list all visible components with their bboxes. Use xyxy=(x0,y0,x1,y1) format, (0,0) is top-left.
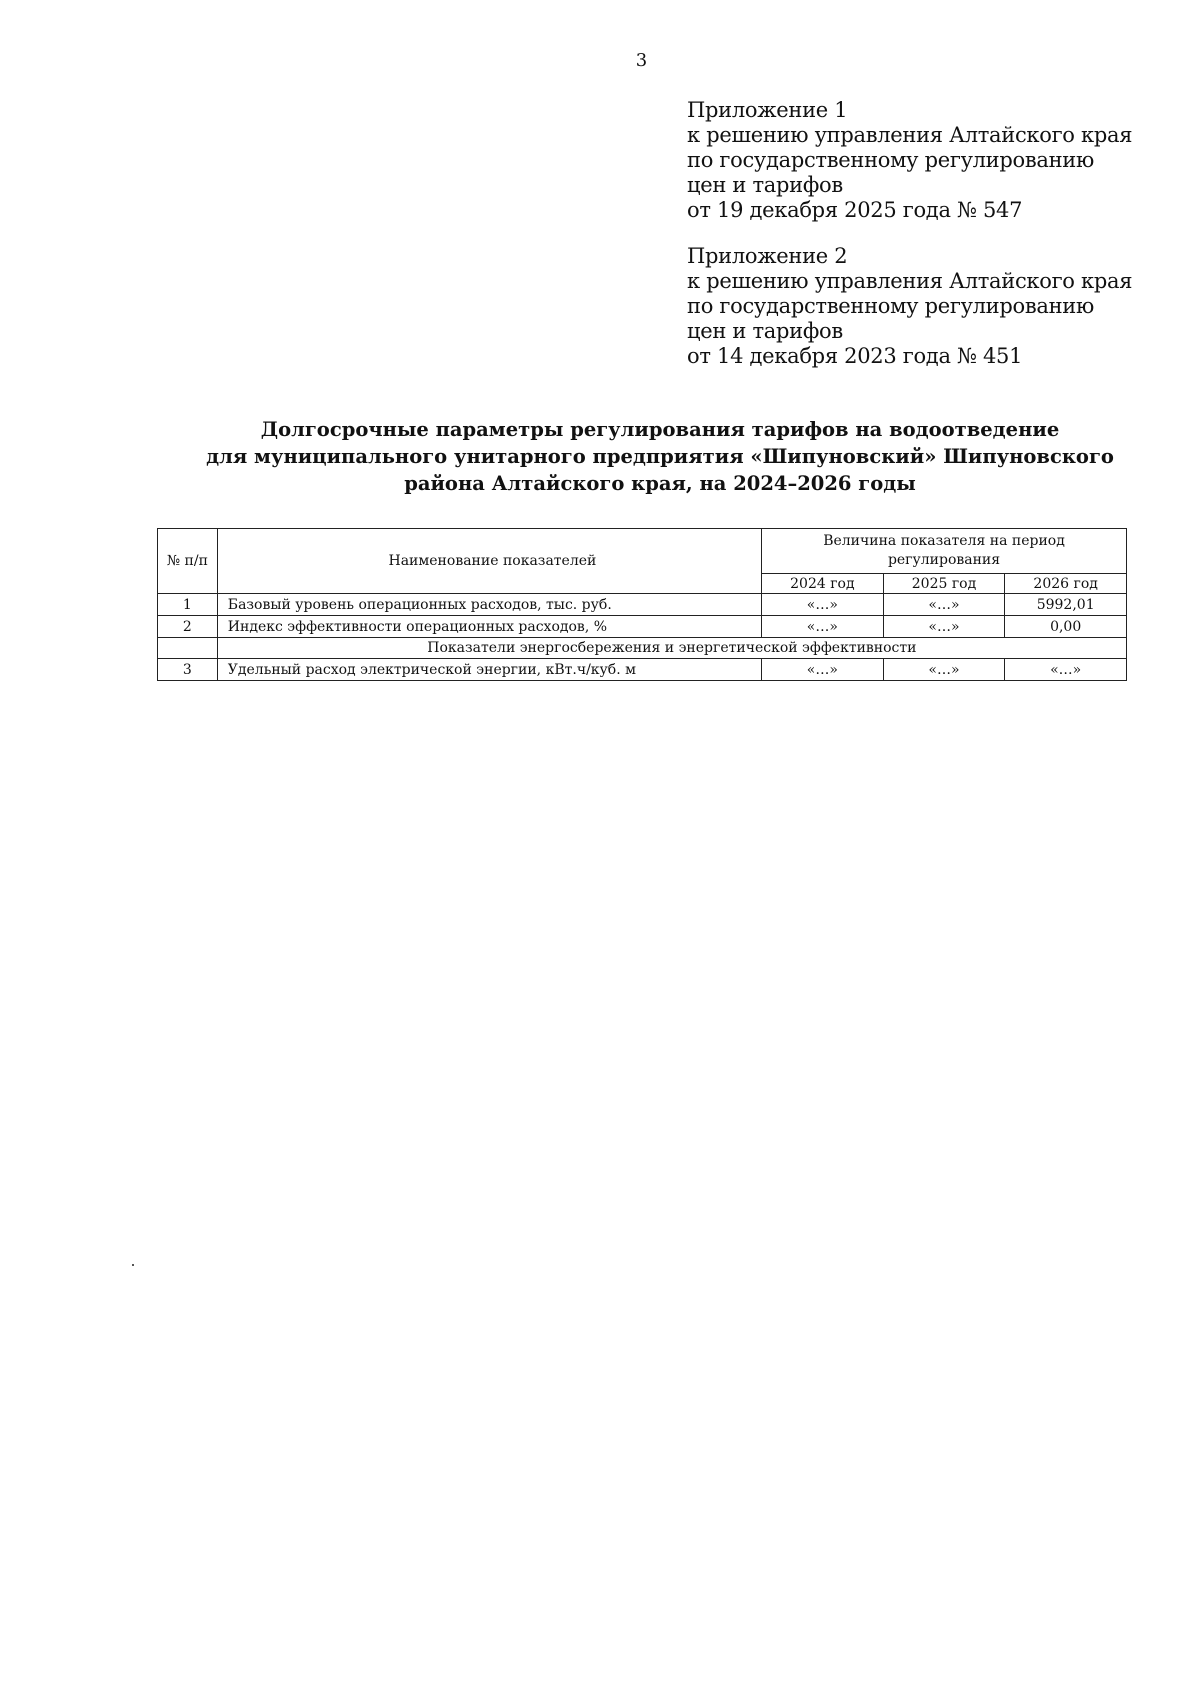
row-value: «…» xyxy=(883,594,1005,616)
appendix-2-title: Приложение 2 xyxy=(687,244,848,268)
row-name: Базовый уровень операционных расходов, тыс. руб. xyxy=(217,594,761,616)
header-year: 2024 год xyxy=(762,574,884,594)
table-row xyxy=(158,659,1127,681)
table-row xyxy=(158,594,1127,616)
row-value: «…» xyxy=(1005,659,1127,681)
appendix-2-date: от 14 декабря 2023 года № 451 xyxy=(687,344,1023,368)
appendix-1-block xyxy=(687,98,1167,223)
appendix-1-line: цен и тарифов xyxy=(687,173,843,197)
table-header-row xyxy=(158,529,1127,574)
page-number: 3 xyxy=(635,50,648,71)
document-title-line: Долгосрочные параметры регулирования тарифов на водоотведение xyxy=(260,418,1060,441)
row-num: 3 xyxy=(158,659,218,681)
header-year: 2025 год xyxy=(883,574,1005,594)
row-value: «…» xyxy=(762,594,884,616)
scan-speck xyxy=(132,1264,134,1266)
row-value: «…» xyxy=(762,616,884,638)
row-value: «…» xyxy=(883,659,1005,681)
row-name: Удельный расход электрической энергии, кВт.ч/куб. м xyxy=(217,659,761,681)
row-name: Индекс эффективности операционных расходов, % xyxy=(217,616,761,638)
group-label: Показатели энергосбережения и энергетической эффективности xyxy=(217,638,1126,659)
table-group-row xyxy=(158,638,1127,659)
table-row xyxy=(158,616,1127,638)
document-title-line: для муниципального унитарного предприятия «Шипуновский» Шипуновского xyxy=(206,445,1114,468)
appendix-1-line: по государственному регулированию xyxy=(687,148,1094,172)
document-title xyxy=(160,416,1160,497)
document-title-line: района Алтайского края, на 2024–2026 годы xyxy=(404,472,916,495)
row-num: 1 xyxy=(158,594,218,616)
row-num: 2 xyxy=(158,616,218,638)
appendix-1-date: от 19 декабря 2025 года № 547 xyxy=(687,198,1023,222)
row-value: «…» xyxy=(883,616,1005,638)
group-empty-cell xyxy=(158,638,218,659)
row-value: 5992,01 xyxy=(1005,594,1127,616)
appendix-2-line: по государственному регулированию xyxy=(687,294,1094,318)
appendix-2-line: цен и тарифов xyxy=(687,319,843,343)
appendix-1-title: Приложение 1 xyxy=(687,98,848,122)
header-year: 2026 год xyxy=(1005,574,1127,594)
row-value: «…» xyxy=(762,659,884,681)
parameters-table xyxy=(157,528,1127,681)
header-period: Величина показателя на период регулирования xyxy=(762,529,1127,574)
appendix-2-line: к решению управления Алтайского края xyxy=(687,269,1133,293)
header-name: Наименование показателей xyxy=(217,529,761,594)
appendix-2-block xyxy=(687,244,1167,369)
row-value: 0,00 xyxy=(1005,616,1127,638)
appendix-1-line: к решению управления Алтайского края xyxy=(687,123,1133,147)
header-num: № п/п xyxy=(158,529,218,594)
